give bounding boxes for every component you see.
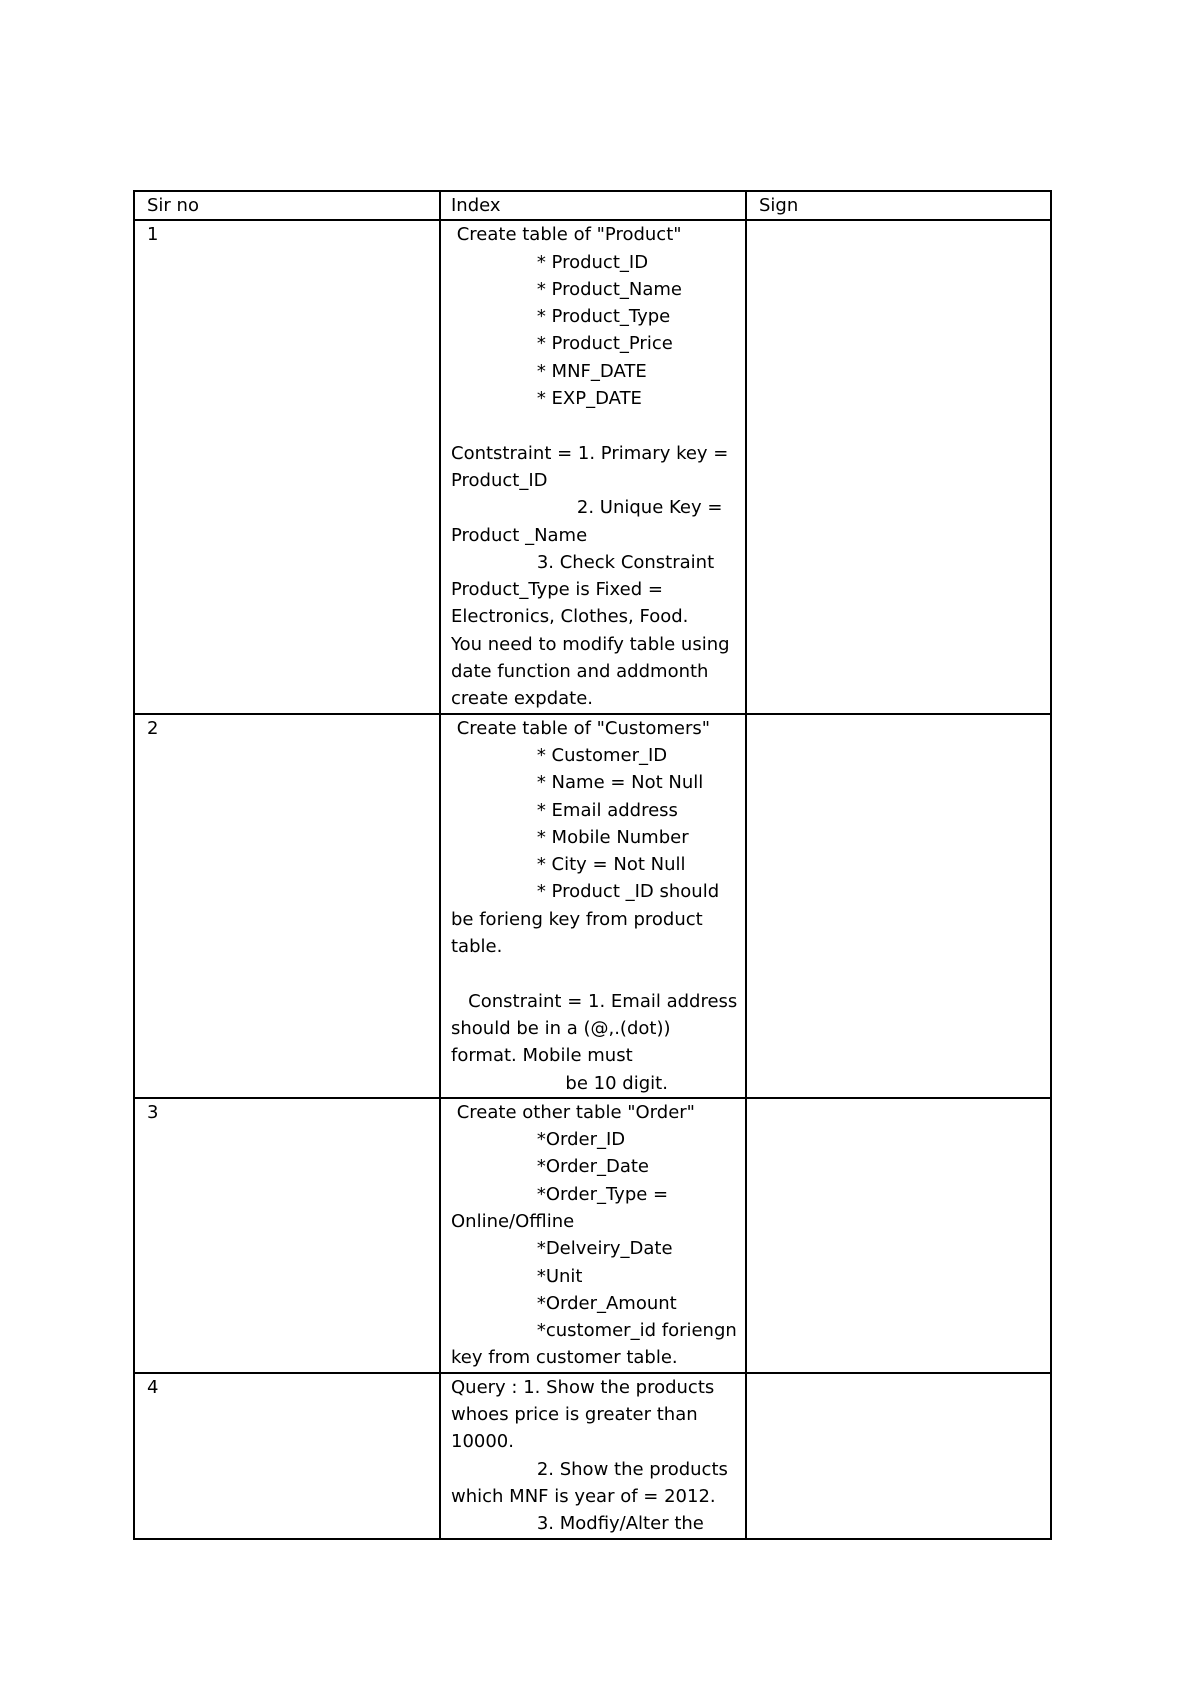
table-row (134, 1098, 1051, 1373)
index-cell (440, 220, 746, 713)
index-line: Contstraint = 1. Primary key = (451, 442, 729, 464)
index-line: 3. Modfiy/Alter the (451, 1513, 704, 1535)
index-line: * City = Not Null (451, 854, 686, 876)
index-line: should be in a (@,.(dot)) (451, 1017, 671, 1039)
index-table (133, 190, 1052, 1540)
header-sign: Sign (746, 191, 1051, 220)
index-cell (440, 1373, 746, 1539)
sign-cell (746, 714, 1051, 1098)
index-line: 2. Show the products (451, 1458, 728, 1480)
index-line: Product_Type is Fixed = (451, 579, 663, 601)
index-line: Electronics, Clothes, Food. (451, 606, 689, 628)
index-line: format. Mobile must (451, 1045, 633, 1067)
index-line: *Order_ID (451, 1129, 626, 1151)
index-line: Constraint = 1. Email address (451, 990, 738, 1012)
index-line: Product_ID (451, 469, 548, 491)
sr-no-cell: 4 (134, 1373, 440, 1539)
index-line: *Order_Type = (451, 1183, 669, 1205)
index-line: * Product_Name (451, 278, 682, 300)
index-line: *Order_Date (451, 1156, 649, 1178)
index-line: * Product _ID should (451, 881, 720, 903)
sr-no-cell: 3 (134, 1098, 440, 1373)
index-line: 2. Unique Key = (451, 497, 723, 519)
index-cell (440, 714, 746, 1098)
index-line: Online/Offline (451, 1210, 575, 1232)
index-line: *Unit (451, 1265, 583, 1287)
index-line: be 10 digit. (451, 1072, 668, 1094)
sign-cell (746, 220, 1051, 713)
index-line: * EXP_DATE (451, 388, 642, 410)
index-line: date function and addmonth (451, 661, 709, 683)
index-line: * Mobile Number (451, 826, 689, 848)
index-line: Create table of "Customers" (451, 717, 711, 739)
index-line: * Product_ID (451, 251, 649, 273)
index-line: Create other table "Order" (451, 1101, 695, 1123)
index-line: * Product_Price (451, 333, 673, 355)
index-line: * Product_Type (451, 306, 671, 328)
index-line: *Order_Amount (451, 1292, 677, 1314)
index-line: whoes price is greater than (451, 1404, 698, 1426)
sign-cell (746, 1098, 1051, 1373)
index-line: key from customer table. (451, 1347, 678, 1369)
header-sr-no: Sir no (134, 191, 440, 220)
table-row (134, 714, 1051, 1098)
sr-no-cell: 1 (134, 220, 440, 713)
sign-cell (746, 1373, 1051, 1539)
index-line: which MNF is year of = 2012. (451, 1485, 716, 1507)
index-line: Query : 1. Show the products (451, 1376, 715, 1398)
index-line (451, 412, 733, 439)
index-line: * Email address (451, 799, 678, 821)
index-line: * Customer_ID (451, 744, 668, 766)
index-line: *Delveiry_Date (451, 1238, 673, 1260)
index-line: create expdate. (451, 688, 594, 710)
table-row (134, 1373, 1051, 1539)
index-line: You need to modify table using (451, 633, 730, 655)
index-line: table. (451, 936, 503, 958)
index-line (451, 960, 733, 987)
sr-no-cell: 2 (134, 714, 440, 1098)
index-line: * Name = Not Null (451, 772, 704, 794)
index-cell (440, 1098, 746, 1373)
index-line: be forieng key from product (451, 908, 703, 930)
header-index: Index (440, 191, 746, 220)
index-line: 3. Check Constraint (451, 551, 715, 573)
index-line: *customer_id foriengn (451, 1320, 737, 1342)
index-line: Create table of "Product" (451, 224, 682, 246)
index-line: Product _Name (451, 524, 588, 546)
index-line: * MNF_DATE (451, 360, 647, 382)
table-row (134, 220, 1051, 713)
index-line: 10000. (451, 1431, 514, 1453)
table-header-row (134, 191, 1051, 220)
